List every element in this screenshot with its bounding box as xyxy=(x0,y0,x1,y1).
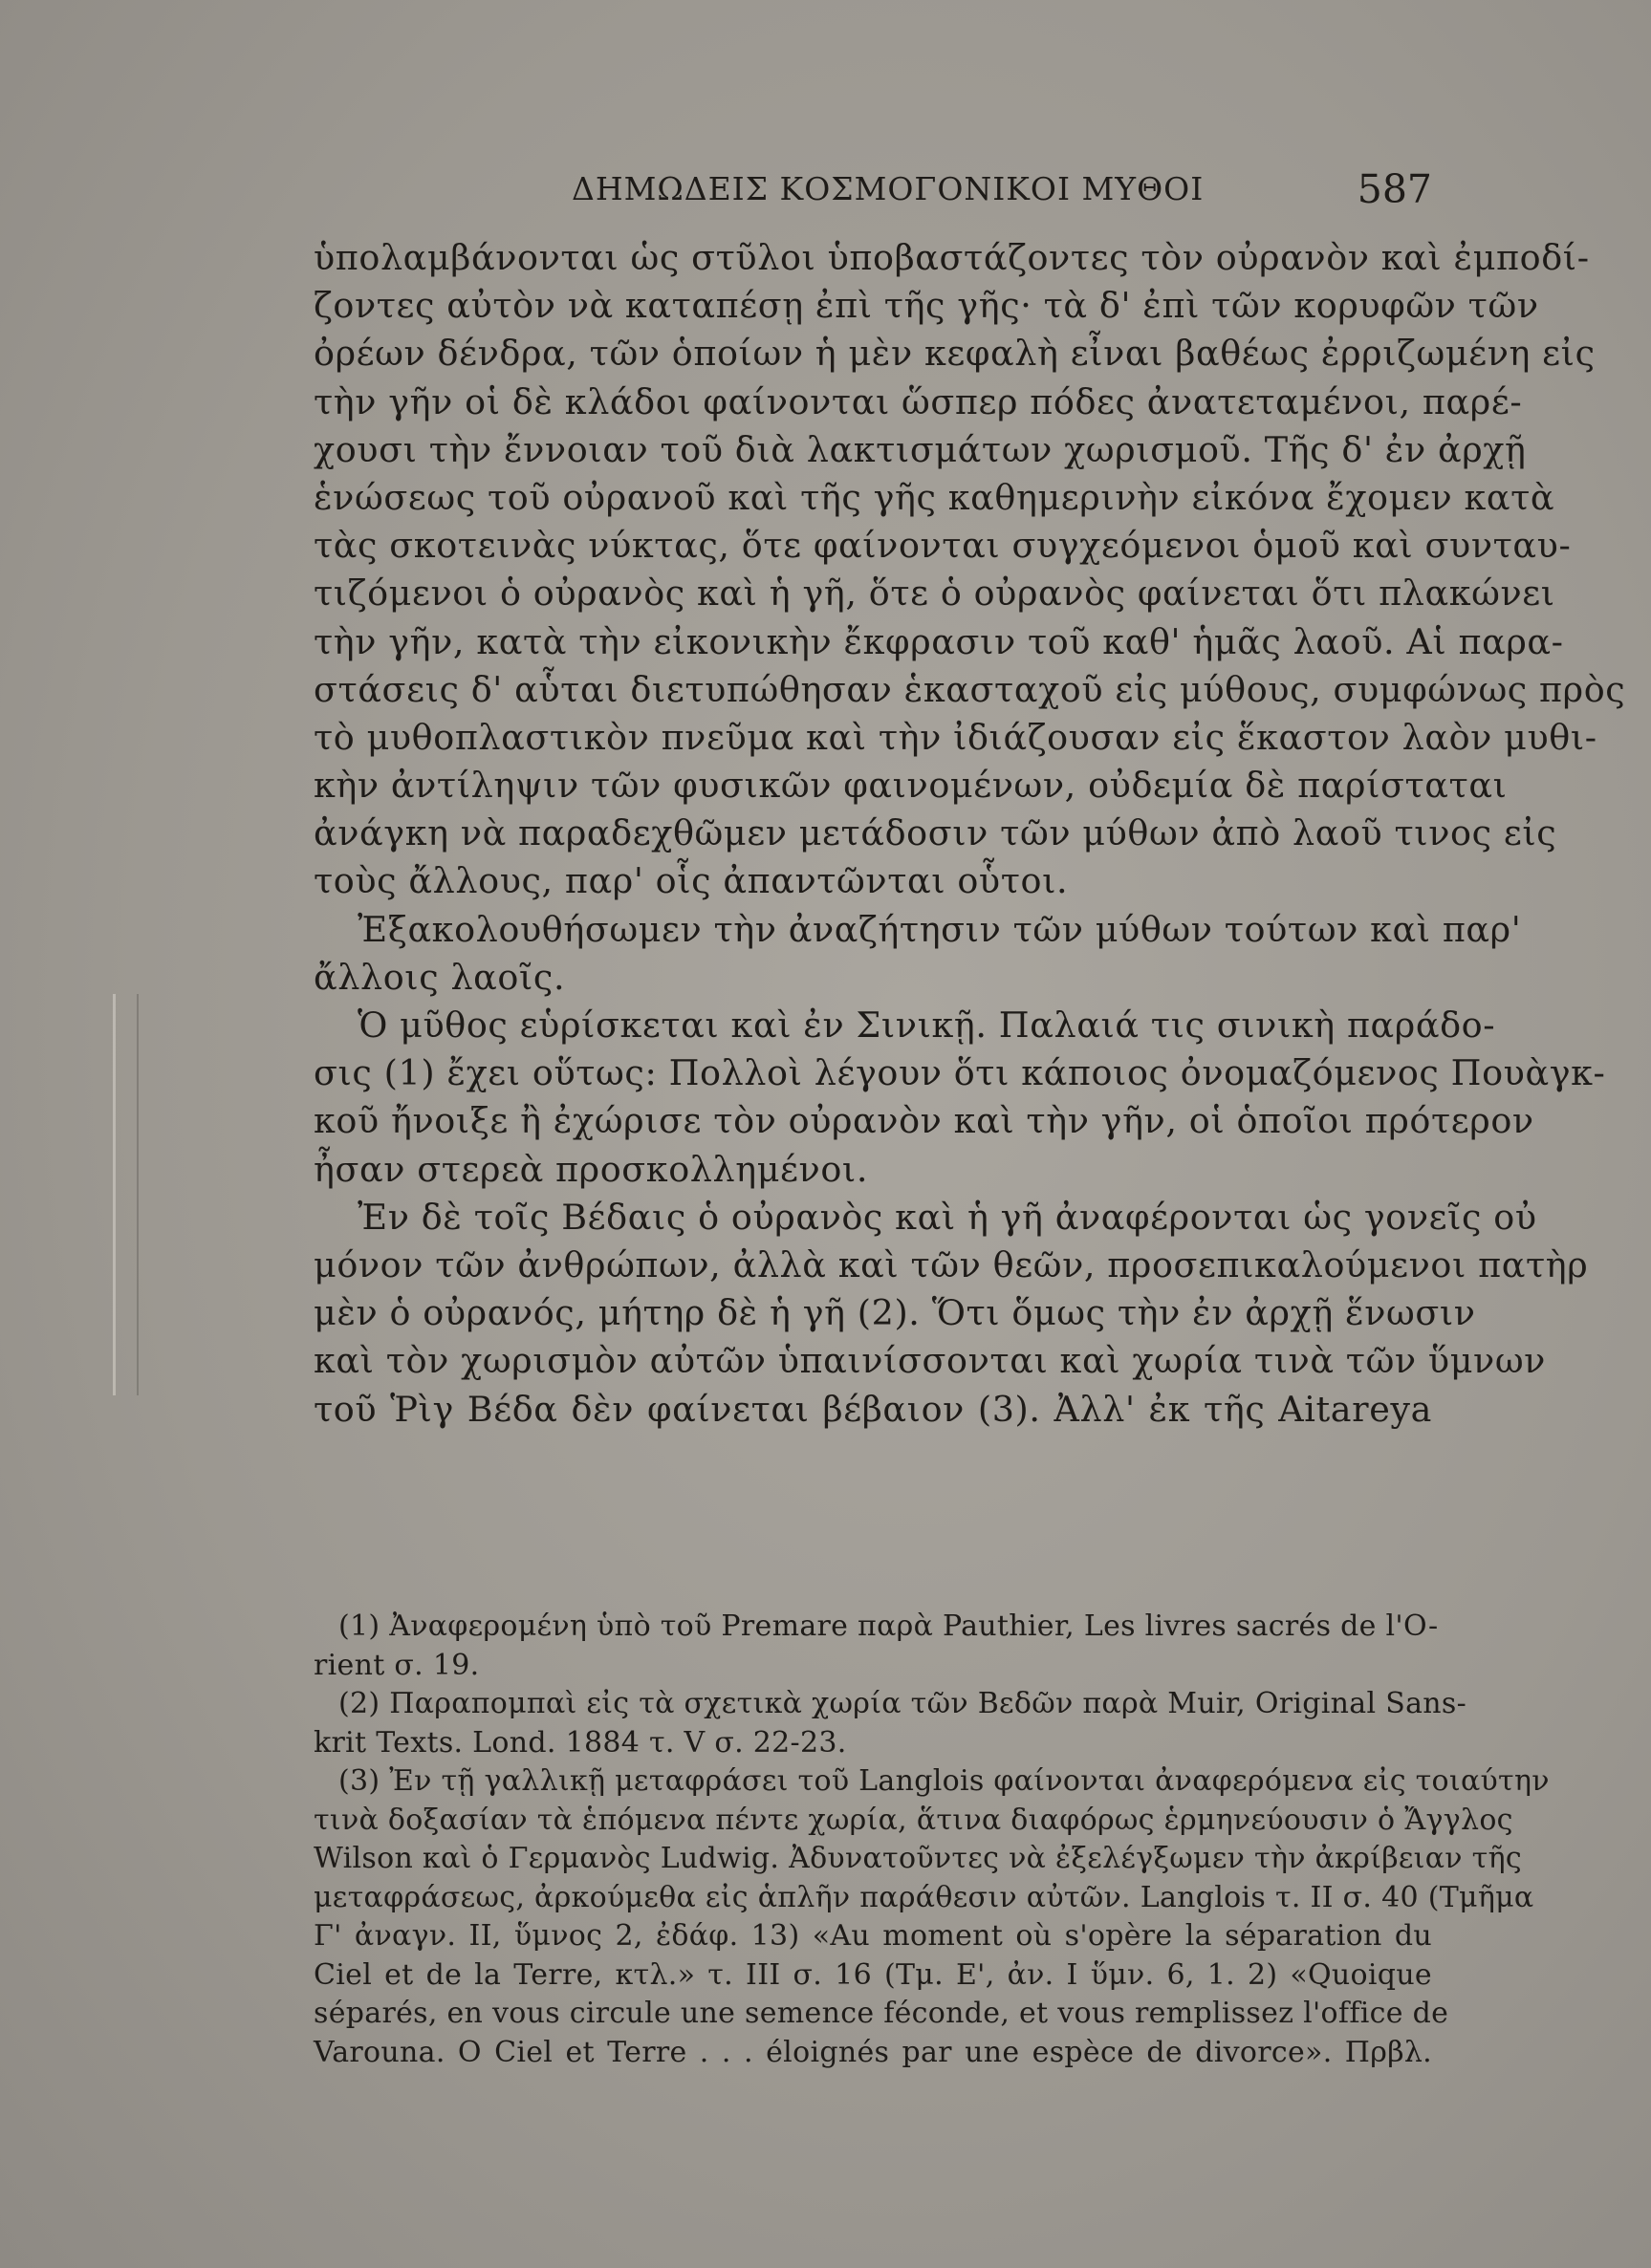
footnote-line: μεταφράσεως, ἀρκούμεθα εἰς ἁπλῆν παράθεσιν αὐτῶν. Langlois τ. II σ. 40 (Τμῆμα xyxy=(314,1880,1534,1914)
footnote-line: krit Texts. Lond. 1884 τ. V σ. 22-23. xyxy=(314,1725,847,1760)
footnote-line: (2) Παραπομπαὶ εἰς τὰ σχετικὰ χωρία τῶν Βεδῶν παρὰ Muir, Original Sans- xyxy=(338,1687,1467,1720)
binding-edge xyxy=(113,994,139,1395)
footnote-line: τινὰ δοξασίαν τὰ ἑπόμενα πέντε χωρία, ἅτινα διαφόρως ἑρμηνεύουσιν ὁ Ἄγγλος xyxy=(314,1803,1513,1837)
text-line: ὑπολαμβάνονται ὡς στῦλοι ὑποβαστάζοντες τὸν οὐρανὸν καὶ ἐμποδί- xyxy=(314,237,1590,278)
footnote-line: (1) Ἀναφερομένη ὑπὸ τοῦ Premare παρὰ Pauthier, Les livres sacrés de l'O- xyxy=(338,1609,1439,1643)
page-header xyxy=(314,166,1432,218)
text-line: τιζόμενοι ὁ οὐρανὸς καὶ ἡ γῆ, ὅτε ὁ οὐρανὸς φαίνεται ὅτι πλακώνει xyxy=(314,572,1555,615)
body-text xyxy=(314,234,1626,1434)
text-line: μόνον τῶν ἀνθρώπων, ἀλλὰ καὶ τῶν θεῶν, προσεπικαλούμενοι πατὴρ xyxy=(314,1243,1589,1285)
text-line: Ἐξακολουθήσωμεν τὴν ἀναζήτησιν τῶν μύθων τούτων καὶ παρ' xyxy=(358,908,1522,950)
text-line: τὰς σκοτεινὰς νύκτας, ὅτε φαίνονται συγχεόμενοι ὁμοῦ καὶ συνταυ- xyxy=(314,525,1572,567)
text-line: ζοντες αὐτὸν νὰ καταπέσῃ ἐπὶ τῆς γῆς· τὰ δ' ἐπὶ τῶν κορυφῶν τῶν xyxy=(314,285,1539,327)
text-line: ὀρέων δένδρα, τῶν ὁποίων ἡ μὲν κεφαλὴ εἶναι βαθέως ἐρριζωμένη εἰς xyxy=(314,333,1596,375)
footnote-line: Γ' ἀναγν. II, ὕμνος 2, ἐδάφ. 13) «Au moment où s'opère la séparation du xyxy=(314,1919,1432,1953)
text-line: τὸ μυθοπλαστικὸν πνεῦμα καὶ τὴν ἰδιάζουσαν εἰς ἕκαστον λαὸν μυθι- xyxy=(314,716,1597,758)
text-line: χουσι τὴν ἔννοιαν τοῦ διὰ λακτισμάτων χωρισμοῦ. Τῆς δ' ἐν ἀρχῇ xyxy=(314,428,1527,470)
text-line: Ἐν δὲ τοῖς Βέδαις ὁ οὐρανὸς καὶ ἡ γῆ ἀναφέρονται ὡς γονεῖς οὐ xyxy=(358,1196,1537,1238)
page-number: 587 xyxy=(1357,166,1432,212)
text-line: σις (1) ἔχει οὕτως: Πολλοὶ λέγουν ὅτι κάποιος ὀνομαζόμενος Πουὰγκ- xyxy=(314,1052,1606,1094)
footnote-line: séparés, en vous circule une semence féconde, et vous remplissez l'office de xyxy=(314,1997,1449,2030)
text-line: τοῦ Ῥὶγ Βέδα δὲν φαίνεται βέβαιον (3). Ἀλλ' ἐκ τῆς Aitareya xyxy=(314,1388,1432,1430)
text-line: ἦσαν στερεὰ προσκολλημένοι. xyxy=(314,1148,869,1190)
text-line: κοῦ ἤνοιξε ἢ ἐχώρισε τὸν οὐρανὸν καὶ τὴν γῆν, οἱ ὁποῖοι πρότερον xyxy=(314,1100,1534,1142)
text-line: ἀνάγκη νὰ παραδεχθῶμεν μετάδοσιν τῶν μύθων ἀπὸ λαοῦ τινος εἰς xyxy=(314,812,1557,854)
text-line: μὲν ὁ οὐρανός, μήτηρ δὲ ἡ γῆ (2). Ὅτι ὅμως τὴν ἐν ἀρχῇ ἕνωσιν xyxy=(314,1292,1476,1334)
footnote-line: Varouna. O Ciel et Terre . . . éloignés par une espèce de divorce». Πρβλ. xyxy=(314,2035,1432,2069)
text-line: ἑνώσεως τοῦ οὐρανοῦ καὶ τῆς γῆς καθημερινὴν εἰκόνα ἔχομεν κατὰ xyxy=(314,476,1555,518)
footnote-line: rient σ. 19. xyxy=(314,1648,480,1682)
footnote-line: (3) Ἐν τῇ γαλλικῇ μεταφράσει τοῦ Langlois φαίνονται ἀναφερόμενα εἰς τοιαύτην xyxy=(338,1764,1550,1798)
running-title: ΔΗΜΩΔΕΙΣ ΚΟΣΜΟΓΟΝΙΚΟΙ ΜΥΘΟΙ xyxy=(572,170,1205,207)
text-line: στάσεις δ' αὗται διετυπώθησαν ἑκασταχοῦ εἰς μύθους, συμφώνως πρὸς xyxy=(314,668,1626,710)
footnotes xyxy=(314,1608,1550,2072)
text-line: καὶ τὸν χωρισμὸν αὐτῶν ὑπαινίσσονται καὶ χωρία τινὰ τῶν ὕμνων xyxy=(314,1340,1546,1382)
text-line: Ὁ μῦθος εὑρίσκεται καὶ ἐν Σινικῇ. Παλαιά τις σινικὴ παράδο- xyxy=(358,1004,1496,1046)
text-line: τοὺς ἄλλους, παρ' οἷς ἀπαντῶνται οὗτοι. xyxy=(314,860,1069,902)
text-line: κὴν ἀντίληψιν τῶν φυσικῶν φαινομένων, οὐδεμία δὲ παρίσταται xyxy=(314,765,1508,807)
footnote-line: Ciel et de la Terre, κτλ.» τ. III σ. 16 (Τμ. Ε', ἀν. I ὕμν. 6, 1. 2) «Quoique xyxy=(314,1957,1432,1992)
footnote-line: Wilson καὶ ὁ Γερμανὸς Ludwig. Ἀδυνατοῦντες νὰ ἐξελέγξωμεν τὴν ἀκρίβειαν τῆς xyxy=(314,1842,1522,1875)
text-line: ἄλλοις λαοῖς. xyxy=(314,956,566,998)
text-line: τὴν γῆν οἱ δὲ κλάδοι φαίνονται ὥσπερ πόδες ἀνατεταμένοι, παρέ- xyxy=(314,380,1523,422)
text-line: τὴν γῆν, κατὰ τὴν εἰκονικὴν ἔκφρασιν τοῦ καθ' ἡμᾶς λαοῦ. Αἱ παρα- xyxy=(314,620,1564,662)
